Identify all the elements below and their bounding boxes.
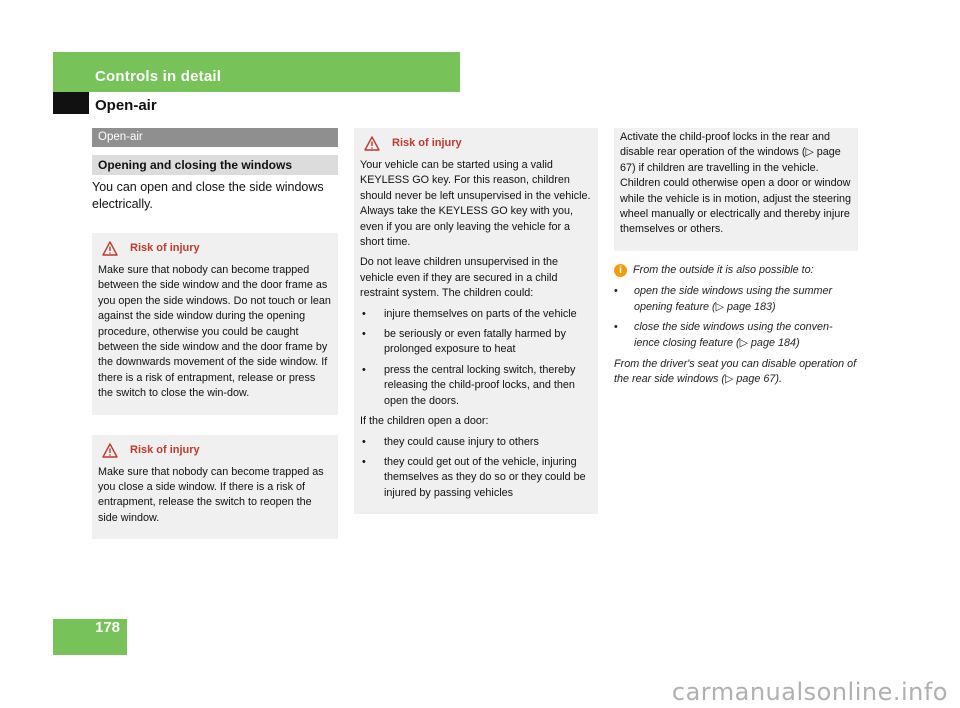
warning-bullet-list-2 [360,435,592,502]
warning-text: Make sure that nobody can become trapped as you close a side window. If there is a risk of entrapment, release the switch to reopen the side window. [98,465,324,524]
warning-triangle-icon [102,443,118,459]
info-heading: From the outside it is also possible to: [633,263,814,276]
warning-text: Make sure that nobody can become trapped between the side window and the door frame as you open the side windows. Do not touch or lean against the side window during the opening procedure, otherwise you could be caught between the side window and the door frame by the downwards movement of the side window. If there is a risk of entrapment, release or press the switch to close the win-dow. [98,264,331,400]
warning-bullet-list-1 [360,307,592,409]
column-3 [614,128,858,388]
list-item: • press the central locking switch, thereby releasing the child-proof locks, and then open the doors. [360,363,592,409]
info-icon: i [614,264,627,277]
column-1 [92,128,338,539]
list-item: • open the side windows using the summer opening feature (▷ page 183) [614,284,858,315]
column-2 [354,128,598,514]
warning-paragraph-3: If the children open a door: [360,415,489,428]
list-item: • be seriously or even fatally harmed by prolonged exposure to heat [360,327,592,358]
warning-box-2 [92,435,338,540]
list-item: • close the side windows using the conven-ience closing feature (▷ page 184) [614,320,858,351]
warning-box-1 [92,233,338,415]
subsection-bar: Opening and closing the windows [92,155,338,175]
info-note [614,263,858,279]
info-footer-text: From the driver's seat you can disable operation of the rear side windows (▷ page 67). [614,357,857,386]
list-item: • they could cause injury to others [360,435,592,450]
warning-paragraph-2: Do not leave children unsupervised in the vehicle even if they are secured in a child restraint system. The children could: [360,256,559,300]
warning-continued-text: Activate the child-proof locks in the rear and disable rear operation of the windows (▷ page 67) if children are travelling in the vehicle. Children could otherwise open a door or window while the vehicle is in motion, adjust the steering wheel manually or electrically and thereby injure themselves or others. [620,131,852,236]
warning-title: Risk of injury [130,242,200,255]
intro-text: You can open and close the side windows electrically. [92,180,324,211]
list-item: • they could get out of the vehicle, injuring themselves as they do so or they could be injured by passing vehicles [360,455,592,501]
info-bullet-list [614,284,858,351]
section-bar: Open-air [92,128,338,147]
watermark: carmanualsonline.info [671,678,948,706]
page-number: 178 [95,619,121,636]
warning-box-children [354,128,598,514]
section-tab [53,92,89,114]
warning-triangle-icon [102,241,118,257]
warning-title: Risk of injury [392,137,462,150]
section-title: Open-air [95,97,157,114]
list-item: • injure themselves on parts of the vehicle [360,307,592,322]
warning-paragraph-1: Your vehicle can be started using a valid KEYLESS GO key. For this reason, children should never be left unsupervised in the vehicle. Always take the KEYLESS GO key with you, even if you are only leaving the vehicle for a short time. [360,159,591,249]
warning-title: Risk of injury [130,443,200,456]
warning-box-continued [614,128,858,251]
chapter-title: Controls in detail [95,68,222,85]
warning-triangle-icon [364,136,380,152]
